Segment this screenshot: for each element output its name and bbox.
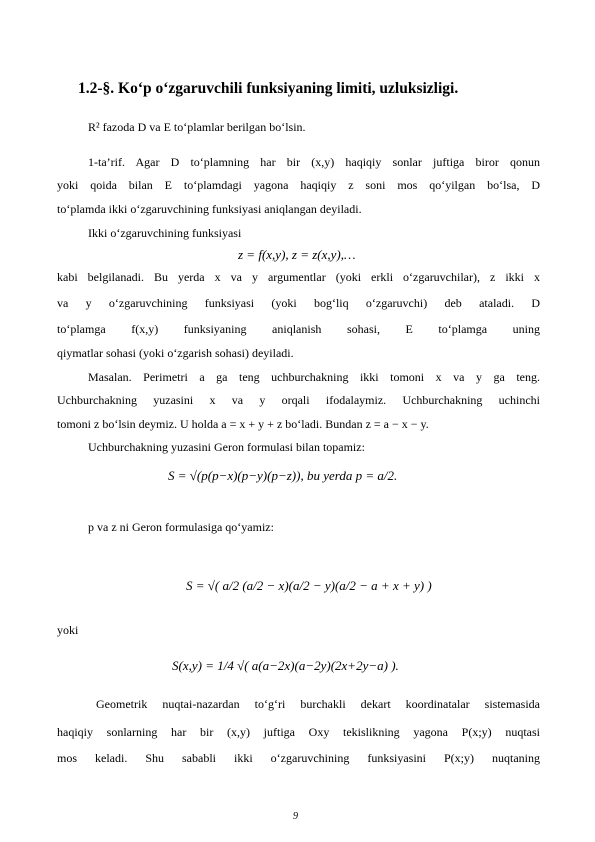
- paragraph-line: tomoni z bo‘lsin deymiz. U holda a = x + y + z bo‘ladi. Bundan z = a − x − y.: [57, 417, 429, 431]
- paragraph-line: p va z ni Geron formulasiga qo‘yamiz:: [88, 520, 274, 534]
- paragraph-line: qiymatlar sohasi (yoki o‘zgarish sohasi) deyiladi.: [57, 346, 294, 360]
- page-number: 9: [293, 811, 298, 822]
- paragraph-line: kabi belgilanadi. Bu yerda x va y argumentlar (yoki erkli o‘zgaruvchilar), z ikki x: [57, 270, 540, 284]
- paragraph-line: Masalan. Perimetri a ga teng uchburchakning ikki tomoni x va y ga teng.: [88, 370, 540, 384]
- paragraph-line: haqiqiy sonlarning har bir (x,y) juftiga Oxy tekislikning yagona P(x;y) nuqtasi: [57, 725, 540, 739]
- paragraph-line: Ikki o‘zgaruvchining funksiyasi: [88, 226, 242, 240]
- formula-definition: z = f(x,y), z = z(x,y),…: [238, 247, 356, 262]
- paragraph-line: Uchburchakning yuzasini x va y orqali ifodalaymiz. Uchburchakning uchinchi: [57, 393, 540, 407]
- formula-substituted: S = √( a/2 (a/2 − x)(a/2 − y)(a/2 − a + x + y) ): [186, 578, 432, 593]
- paragraph-line: to‘plamda ikki o‘zgaruvchining funksiyasi aniqlangan deyiladi.: [57, 202, 362, 216]
- paragraph-line: Geometrik nuqtai-nazardan to‘g‘ri burchakli dekart koordinatalar sistemasida: [96, 697, 540, 711]
- paragraph-line: 1-ta’rif. Agar D to‘plamning har bir (x,y) haqiqiy sonlar juftiga biror qonun: [88, 155, 540, 169]
- paragraph-line: yoki qoida bilan E to‘plamdagi yagona haqiqiy z soni mos qo‘yilgan bo‘lsa, D: [57, 178, 540, 192]
- formula-geron: S = √(p(p−x)(p−y)(p−z)), bu yerda p = a/2.: [168, 468, 398, 483]
- section-title: 1.2-§. Ko‘p o‘zgaruvchili funksiyaning limiti, uzluksizligi.: [78, 80, 459, 97]
- paragraph-line: R² fazoda D va E to‘plamlar berilgan bo‘lsin.: [88, 120, 306, 134]
- paragraph-line: yoki: [57, 623, 79, 637]
- paragraph-line: Uchburchakning yuzasini Geron formulasi bilan topamiz:: [88, 440, 365, 454]
- formula-result: S(x,y) = 1/4 √( a(a−2x)(a−2y)(2x+2y−a) ).: [172, 658, 399, 673]
- paragraph-line: va y o‘zgaruvchining funksiyasi (yoki bog‘liq o‘zgaruvchi) deb ataladi. D: [57, 296, 540, 310]
- paragraph-line: to‘plamga f(x,y) funksiyaning aniqlanish sohasi, E to‘plamga uning: [57, 322, 540, 336]
- paragraph-line: mos keladi. Shu sababli ikki o‘zgaruvchining funksiyasini P(x;y) nuqtaning: [57, 751, 540, 765]
